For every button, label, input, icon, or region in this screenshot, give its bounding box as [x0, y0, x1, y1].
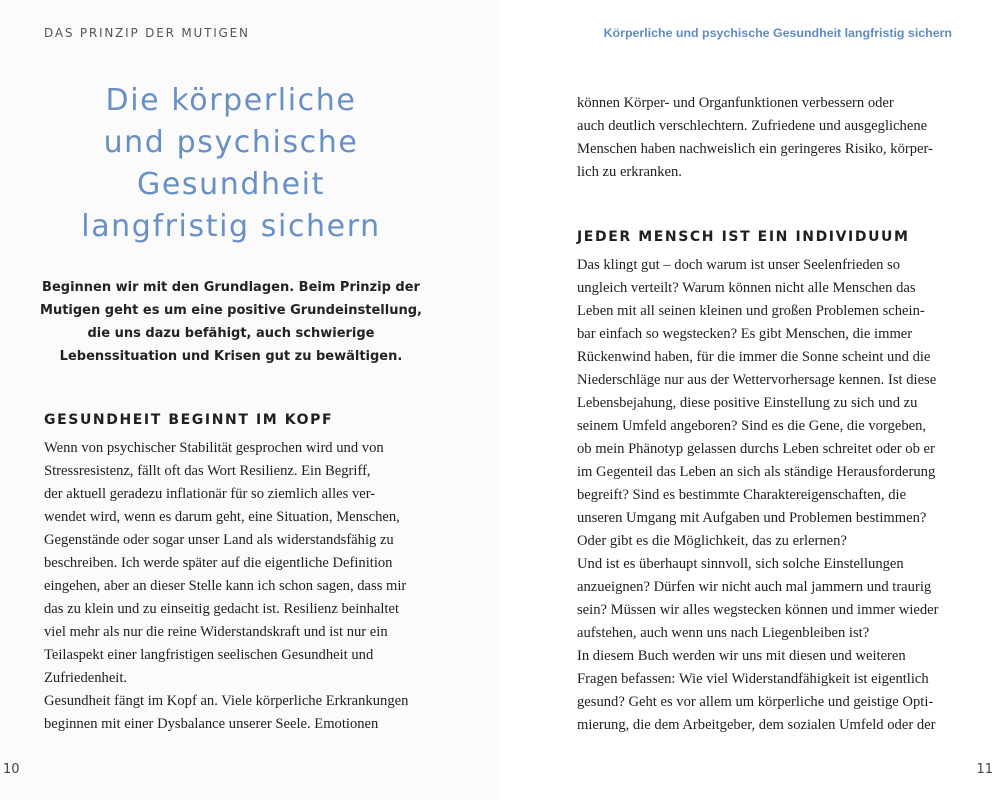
text-line: gesund? Geht es vor allem um körperliche und geistige Opti-	[577, 694, 934, 710]
lead-line: die uns dazu befähigt, auch schwierige	[87, 326, 375, 341]
text-line: beginnen mit einer Dysbalance unserer Seele. Emotionen	[44, 716, 379, 732]
text-line: Wenn von psychischer Stabilität gesprochen wird und von	[44, 440, 384, 456]
text-line: seinem Umfeld angeboren? Sind es die Gene, die vorgeben,	[577, 418, 927, 434]
text-line: sein? Müssen wir alles wegstecken können und immer wieder	[577, 602, 939, 618]
lead-line: Mutigen geht es um eine positive Grundeinstellung,	[40, 303, 422, 318]
chapter-title-line: langfristig sichern	[81, 209, 381, 244]
text-line: Stressresistenz, fällt oft das Wort Resilienz. Ein Begriff,	[44, 463, 371, 479]
text-line: In diesem Buch werden wir uns mit diesen und weiteren	[577, 648, 906, 664]
lead-paragraph	[40, 276, 422, 368]
text-line: viel mehr als nur die reine Widerstandskraft und ist nur ein	[44, 624, 388, 640]
text-line: Fragen befassen: Wie viel Widerstandfähigkeit ist eigentlich	[577, 671, 929, 687]
text-line: der aktuell geradezu inflationär für so ziemlich alles ver-	[44, 486, 376, 502]
text-line: Das klingt gut – doch warum ist unser Seelenfrieden so	[577, 257, 901, 273]
body-text-right-continued	[577, 92, 933, 184]
text-line: eingehen, aber an dieser Stelle kann ich schon sagen, dass mir	[44, 578, 407, 594]
text-line: begreift? Sind es bestimmte Charaktereigenschaften, die	[577, 487, 907, 503]
running-head-left: DAS PRINZIP DER MUTIGEN	[44, 26, 250, 40]
text-line: ob mein Phänotyp gelassen durchs Leben schreitet oder ob er	[577, 441, 935, 457]
text-line: Menschen haben nachweislich ein geringeres Risiko, körper-	[577, 141, 933, 157]
text-line: Und ist es überhaupt sinnvoll, sich solche Einstellungen	[577, 556, 904, 572]
text-line: Niederschläge nur aus der Wettervorhersage kennen. Ist diese	[577, 372, 937, 388]
page-number-left: 10	[3, 762, 20, 777]
text-line: Oder gibt es die Möglichkeit, das zu erlernen?	[577, 533, 847, 549]
text-line: Rückenwind haben, für die immer die Sonne scheint und die	[577, 349, 931, 365]
lead-line: Lebenssituation und Krisen gut zu bewältigen.	[59, 349, 403, 364]
body-text-right	[577, 254, 939, 737]
text-line: Zufriedenheit.	[44, 670, 128, 686]
text-line: das zu klein und zu einseitig gedacht ist. Resilienz beinhaltet	[44, 601, 400, 617]
chapter-title-line: und psychische	[103, 125, 359, 160]
section-heading-right: JEDER MENSCH IST EIN INDIVIDUUM	[577, 229, 910, 245]
text-line: mierung, die dem Arbeitgeber, dem sozialen Umfeld oder der	[577, 717, 936, 733]
section-heading-left: GESUNDHEIT BEGINNT IM KOPF	[44, 412, 334, 428]
page-number-right: 11	[976, 762, 993, 777]
text-line: bar einfach so wegstecken? Es gibt Menschen, die immer	[577, 326, 913, 342]
lead-line: Beginnen wir mit den Grundlagen. Beim Prinzip der	[42, 280, 420, 295]
text-line: aufstehen, auch wenn uns nach Liegenbleiben ist?	[577, 625, 870, 641]
text-line: wendet wird, wenn es darum geht, eine Situation, Menschen,	[44, 509, 400, 525]
chapter-title-line: Die körperliche	[105, 83, 357, 118]
running-head-right: Körperliche und psychische Gesundheit langfristig sichern	[603, 26, 952, 40]
right-page	[500, 0, 1000, 800]
text-line: Leben mit all seinen kleinen und großen Problemen schein-	[577, 303, 925, 319]
text-line: Gesundheit fängt im Kopf an. Viele körperliche Erkrankungen	[44, 693, 409, 709]
text-line: Teilaspekt einer langfristigen seelischen Gesundheit und	[44, 647, 374, 663]
text-line: ungleich verteilt? Warum können nicht alle Menschen das	[577, 280, 916, 296]
text-line: lich zu erkranken.	[577, 164, 682, 180]
text-line: im Gegenteil das Leben an sich als ständige Herausforderung	[577, 464, 936, 480]
text-line: unseren Umgang mit Aufgaben und Problemen bestimmen?	[577, 510, 927, 526]
chapter-title-line: Gesundheit	[137, 167, 325, 202]
text-line: auch deutlich verschlechtern. Zufriedene und ausgeglichene	[577, 118, 928, 134]
text-line: Lebensbejahung, diese positive Einstellung zu sich und zu	[577, 395, 918, 411]
text-line: Gegenstände oder sogar unser Land als widerstandsfähig zu	[44, 532, 394, 548]
text-line: beschreiben. Ich werde später auf die eigentliche Definition	[44, 555, 393, 571]
text-line: anzueignen? Dürfen wir nicht auch mal jammern und traurig	[577, 579, 932, 595]
body-text-left	[44, 437, 408, 736]
chapter-title	[40, 80, 422, 248]
text-line: können Körper- und Organfunktionen verbessern oder	[577, 95, 894, 111]
